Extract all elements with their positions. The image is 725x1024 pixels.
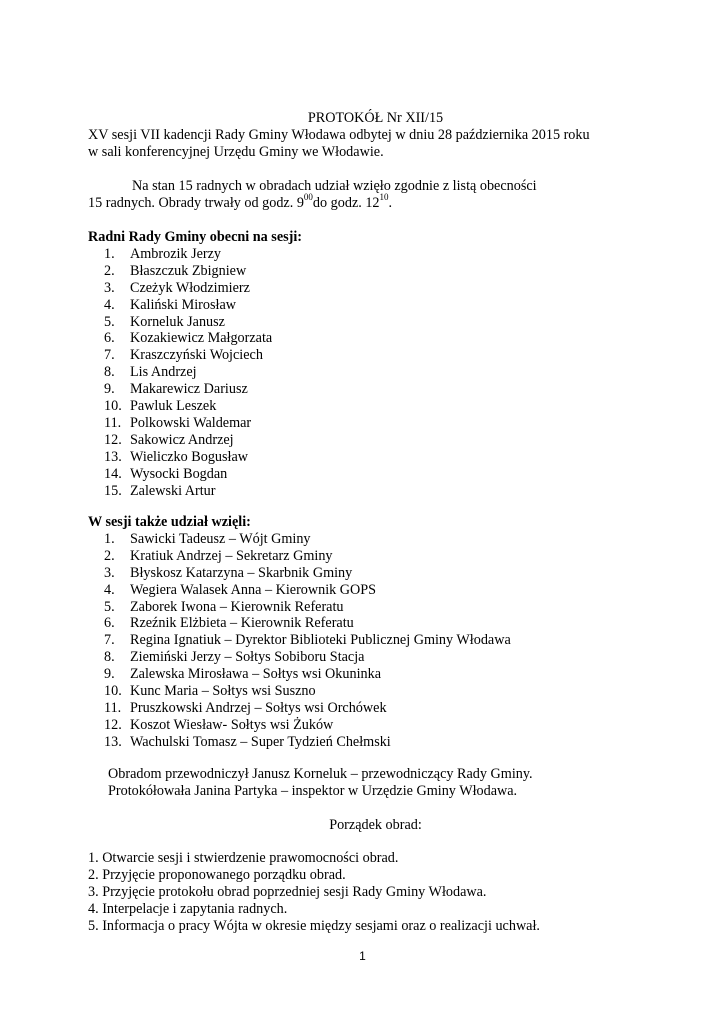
list-item-number: 2. — [104, 262, 115, 279]
councillor-item — [88, 246, 688, 263]
list-item-text: Błyskosz Katarzyna – Skarbnik Gminy — [130, 564, 353, 581]
list-item-number: 4. — [104, 581, 115, 598]
list-item-number: 13. — [104, 733, 122, 750]
list-item-number: 4. — [104, 296, 115, 313]
list-item-text: Lis Andrzej — [130, 364, 197, 381]
councillor-item — [88, 415, 688, 432]
chair-line-1: Obradom przewodniczył Janusz Korneluk – przewodniczący Rady Gminy. — [108, 766, 533, 782]
list-item-number: 5. — [104, 313, 115, 330]
list-item-number: 1. — [104, 530, 115, 547]
councillor-item — [88, 364, 688, 381]
list-item-text: Kraszczyński Wojciech — [130, 347, 263, 364]
header — [88, 110, 688, 161]
attendance-paragraph — [88, 178, 688, 212]
agenda-heading: Porządek obrad: — [329, 817, 422, 833]
header-line-1: XV sesji VII kadencji Rady Gminy Włodawa odbytej w dniu 28 października 2015 roku — [88, 126, 590, 143]
councillor-item — [88, 398, 688, 415]
list-item-text: Regina Ignatiuk – Dyrektor Biblioteki Publicznej Gminy Włodawa — [130, 632, 511, 649]
chair-section — [88, 766, 708, 800]
list-item-number: 8. — [104, 649, 115, 666]
agenda-item: 4. Interpelacje i zapytania radnych. — [88, 900, 288, 917]
list-item-number: 15. — [104, 482, 122, 499]
guest-item — [88, 615, 688, 632]
guest-item — [88, 548, 688, 565]
list-item-text: Ambrozik Jerzy — [130, 245, 222, 262]
attendance-line-1: Na stan 15 radnych w obradach udział wzięło zgodnie z listą obecności — [132, 178, 537, 194]
agenda-item: 2. Przyjęcie proponowanego porządku obrad. — [88, 866, 346, 883]
page-number: 1 — [359, 949, 366, 963]
list-item-text: Pawluk Leszek — [130, 398, 217, 415]
list-item-text: Koszot Wiesław- Sołtys wsi Żuków — [130, 716, 334, 733]
list-item-text: Kunc Maria – Sołtys wsi Suszno — [130, 683, 316, 700]
agenda-section — [88, 817, 688, 934]
councillor-item — [88, 466, 688, 483]
list-item-text: Sakowicz Andrzej — [130, 431, 234, 448]
list-item-text: Kaliński Mirosław — [130, 296, 237, 313]
councillor-item — [88, 381, 688, 398]
councillor-item — [88, 297, 688, 314]
councillor-item — [88, 263, 688, 280]
councillors-list — [88, 246, 688, 500]
list-item-number: 12. — [104, 431, 122, 448]
list-item-number: 7. — [104, 632, 115, 649]
list-item-number: 14. — [104, 465, 122, 482]
list-item-text: Wegiera Walasek Anna – Kierownik GOPS — [130, 581, 377, 598]
councillor-item — [88, 449, 688, 466]
list-item-text: Czeżyk Włodzimierz — [130, 279, 250, 296]
guest-item — [88, 632, 688, 649]
start-time-minutes: 00 — [303, 192, 313, 203]
agenda-list — [88, 850, 688, 935]
councillor-item — [88, 330, 688, 347]
attendance-text-mid: do godz. 12 — [312, 194, 380, 211]
attendance-text-start: 15 radnych. Obrady trwały od godz. 9 — [88, 194, 304, 211]
list-item-text: Wachulski Tomasz – Super Tydzień Chełmski — [130, 733, 391, 750]
list-item-text: Zalewska Mirosława – Sołtys wsi Okuninka — [130, 666, 382, 683]
guest-item — [88, 666, 688, 683]
list-item-text: Wieliczko Bogusław — [130, 448, 249, 465]
list-item-number: 11. — [104, 414, 122, 431]
chair-line-2: Protokółowała Janina Partyka – inspektor w Urzędzie Gminy Włodawa. — [108, 782, 518, 799]
list-item-number: 7. — [104, 347, 115, 364]
list-item-number: 6. — [104, 615, 115, 632]
list-item-text: Błaszczuk Zbigniew — [130, 262, 247, 279]
list-item-number: 3. — [104, 564, 115, 581]
list-item-number: 9. — [104, 666, 115, 683]
guest-item — [88, 683, 688, 700]
guest-item — [88, 531, 688, 548]
list-item-number: 1. — [104, 245, 115, 262]
councillor-item — [88, 314, 688, 331]
list-item-number: 8. — [104, 364, 115, 381]
councillor-item — [88, 483, 688, 500]
guests-section — [88, 514, 688, 751]
list-item-number: 13. — [104, 448, 122, 465]
list-item-number: 11. — [104, 699, 122, 716]
guests-heading: W sesji także udział wzięli: — [88, 514, 251, 530]
councillor-item — [88, 280, 688, 297]
list-item-text: Korneluk Janusz — [130, 313, 225, 330]
attendance-line-2 — [88, 192, 688, 212]
councillor-item — [88, 432, 688, 449]
list-item-number: 3. — [104, 279, 115, 296]
list-item-number: 10. — [104, 683, 122, 700]
list-item-text: Kozakiewicz Małgorzata — [130, 330, 273, 347]
guest-item — [88, 734, 688, 751]
agenda-item: 1. Otwarcie sesji i stwierdzenie prawomocności obrad. — [88, 849, 399, 866]
list-item-text: Makarewicz Dariusz — [130, 381, 248, 398]
guest-item — [88, 582, 688, 599]
guest-item — [88, 717, 688, 734]
list-item-text: Zaborek Iwona – Kierownik Referatu — [130, 598, 344, 615]
list-item-number: 5. — [104, 598, 115, 615]
guest-item — [88, 565, 688, 582]
list-item-text: Zalewski Artur — [130, 482, 216, 499]
list-item-text: Ziemiński Jerzy – Sołtys Sobiboru Stacja — [130, 649, 365, 666]
guest-item — [88, 700, 688, 717]
document-title: PROTOKÓŁ Nr XII/15 — [307, 110, 444, 126]
guest-item — [88, 599, 688, 616]
list-item-text: Rzeźnik Elżbieta – Kierownik Referatu — [130, 615, 354, 632]
councillor-item — [88, 347, 688, 364]
guest-item — [88, 649, 688, 666]
end-time-minutes: 10 — [379, 192, 389, 203]
councillors-heading: Radni Rady Gminy obecni na sesji: — [88, 229, 303, 245]
list-item-text: Sawicki Tadeusz – Wójt Gminy — [130, 530, 311, 547]
list-item-number: 9. — [104, 381, 115, 398]
agenda-item: 3. Przyjęcie protokołu obrad poprzedniej sesji Rady Gminy Włodawa. — [88, 883, 487, 900]
list-item-number: 10. — [104, 398, 122, 415]
list-item-number: 2. — [104, 547, 115, 564]
list-item-text: Pruszkowski Andrzej – Sołtys wsi Orchówek — [130, 699, 387, 716]
list-item-text: Wysocki Bogdan — [130, 465, 228, 482]
list-item-text: Polkowski Waldemar — [130, 414, 252, 431]
guests-list — [88, 531, 688, 751]
header-line-2: w sali konferencyjnej Urzędu Gminy we Włodawie. — [88, 143, 384, 160]
councillors-section — [88, 229, 688, 500]
list-item-number: 6. — [104, 330, 115, 347]
attendance-text-end: . — [388, 194, 393, 211]
agenda-item: 5. Informacja o pracy Wójta w okresie między sesjami oraz o realizacji uchwał. — [88, 917, 540, 934]
list-item-text: Kratiuk Andrzej – Sekretarz Gminy — [130, 547, 333, 564]
list-item-number: 12. — [104, 716, 122, 733]
